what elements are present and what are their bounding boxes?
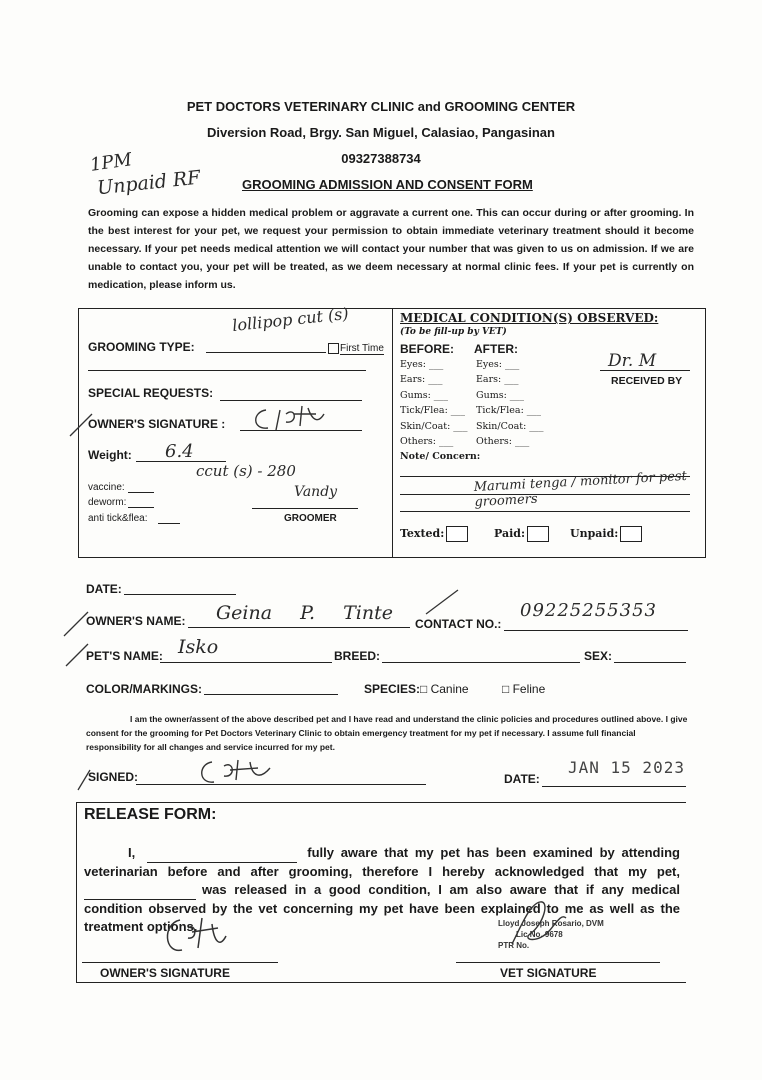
medical-title: MEDICAL CONDITION(S) OBSERVED: — [400, 311, 659, 325]
handwritten-note: ccut (s) - 280 — [196, 462, 296, 480]
species-canine[interactable]: □ Canine — [420, 682, 469, 696]
handwritten-unpaid: Unpaid RF — [96, 166, 202, 200]
color-label: COLOR/MARKINGS: — [86, 682, 202, 696]
breed-label: BREED: — [334, 649, 381, 663]
medical-subtitle: (To be fill-up by VET) — [400, 327, 507, 337]
release-owner-signature-scribble — [158, 914, 228, 964]
grooming-type-label: GROOMING TYPE: — [88, 340, 195, 354]
signed-check — [76, 768, 92, 792]
weight-value: 6.4 — [165, 441, 194, 462]
unpaid-label: Unpaid: — [570, 527, 619, 540]
grooming-type-line-2 — [88, 370, 366, 371]
contact-value: 09225255353 — [520, 600, 657, 621]
groomer-name: Vandy — [294, 484, 338, 500]
vet-stamp-name: Lloyd Joseph Rosario, DVM — [498, 919, 604, 928]
after-label: AFTER: — [474, 342, 518, 356]
release-text-2: fully aware that my pet has been examined by attending veterinarian before and after grooming, therefore I hereby acknowledged that my pet, — [84, 845, 680, 879]
clinic-phone: 09327388734 — [341, 151, 421, 166]
vet-sig-label: VET SIGNATURE — [500, 966, 597, 980]
owner-name-label: OWNER'S NAME: — [86, 614, 186, 628]
contact-check — [424, 586, 460, 616]
contact-line[interactable] — [504, 630, 688, 631]
form-title: GROOMING ADMISSION AND CONSENT FORM — [242, 177, 533, 192]
clinic-address: Diversion Road, Brgy. San Miguel, Calasiao, Pangasinan — [207, 125, 555, 140]
species-label: SPECIES: — [364, 682, 421, 696]
grooming-type-value: lollipop cut (s) — [231, 303, 350, 336]
owner-sig-label: OWNER'S SIGNATURE — [100, 966, 230, 980]
after-ears: Ears: ___ — [476, 374, 519, 385]
breed-line[interactable] — [382, 662, 580, 663]
vaccine-line[interactable] — [128, 492, 154, 493]
texted-label: Texted: — [400, 527, 445, 540]
pet-name-check — [64, 640, 90, 668]
texted-checkbox[interactable] — [446, 526, 468, 542]
first-time-label: First Time — [340, 343, 384, 354]
sex-label: SEX: — [584, 649, 613, 663]
texted-field — [400, 526, 468, 542]
vet-stamp-ptr: PTR No. — [498, 941, 530, 950]
signed-label: SIGNED: — [88, 770, 139, 784]
date2-label: DATE: — [504, 772, 540, 786]
special-requests-label: SPECIAL REQUESTS: — [88, 386, 214, 400]
owner-name-value: Geina P. Tinte — [216, 602, 393, 624]
clinic-name: PET DOCTORS VETERINARY CLINIC and GROOMING CENTER — [186, 99, 576, 114]
received-by-label: RECEIVED BY — [611, 375, 683, 387]
before-label: BEFORE: — [400, 342, 454, 356]
release-text-1: I, — [128, 845, 136, 860]
after-eyes: Eyes: ___ — [476, 359, 520, 370]
vet-sig-line[interactable] — [456, 962, 660, 963]
groomer-line[interactable] — [252, 508, 358, 509]
signed-signature-scribble — [194, 756, 278, 788]
date-label: DATE: — [86, 582, 122, 596]
antitick-label: anti tick&flea: — [88, 513, 148, 524]
before-eyes: Eyes: ___ — [400, 359, 444, 370]
owner-sig-line[interactable] — [82, 962, 278, 963]
after-others: Others: ___ — [476, 436, 530, 447]
before-skincoat: Skin/Coat: ___ — [400, 421, 468, 432]
after-tickflea: Tick/Flea: ___ — [476, 405, 542, 416]
release-text-3: was released in a good condition, I am also aware that if any medical condition observed by the vet concerning my pet have been explained to me as well as the treatment options. — [84, 882, 680, 934]
deworm-label: deworm: — [88, 497, 127, 508]
box-divider — [392, 308, 393, 558]
after-skincoat: Skin/Coat: ___ — [476, 421, 544, 432]
consent-paragraph: I am the owner/assent of the above described pet and I have read and understand the clinic policies and procedures outlined above. I give consent for the grooming for Pet Doctors Veterinary Clinic to obtain emergency treatment for my pet if necessary. I assume full financial responsibility for all changes and service incurred for my pet. — [86, 714, 688, 752]
vaccine-label: vaccine: — [88, 482, 125, 493]
pet-name-line[interactable] — [160, 662, 332, 663]
date-line[interactable] — [124, 594, 236, 595]
received-by-line[interactable] — [600, 370, 690, 371]
color-line[interactable] — [204, 694, 338, 695]
unpaid-field — [570, 526, 642, 542]
date2-line[interactable] — [542, 786, 686, 787]
received-by-value: Dr. M — [608, 351, 657, 371]
deworm-line[interactable] — [128, 507, 154, 508]
grooming-type-line[interactable] — [206, 352, 326, 353]
before-ears: Ears: ___ — [400, 374, 443, 385]
owner-name-check — [62, 608, 90, 638]
after-gums: Gums: ___ — [476, 390, 525, 401]
before-gums: Gums: ___ — [400, 390, 449, 401]
check-mark — [68, 410, 96, 440]
before-others: Others: ___ — [400, 436, 454, 447]
paid-checkbox[interactable] — [527, 526, 549, 542]
unpaid-checkbox[interactable] — [620, 526, 642, 542]
note-value: Marumi tenga / monitor for pest groomers — [473, 468, 688, 510]
release-pet-line[interactable] — [84, 881, 196, 900]
weight-label: Weight: — [88, 448, 132, 462]
species-feline[interactable]: □ Feline — [502, 682, 546, 696]
before-tickflea: Tick/Flea: ___ — [400, 405, 466, 416]
vet-stamp-lic: Lic No. 9678 — [516, 930, 563, 939]
paid-field — [494, 526, 549, 542]
sex-line[interactable] — [614, 662, 686, 663]
date-stamp: JAN 15 2023 — [568, 758, 685, 777]
release-owner-line[interactable] — [147, 844, 297, 863]
pet-name-value: Isko — [178, 636, 219, 658]
intro-paragraph: Grooming can expose a hidden medical problem or aggravate a current one. This can occur during or after grooming. In the best interest for your pet, we request your permission to obtain immediate veterinary treatment should it become necessary. If your pet needs medical attention we will contact your number that was given to us on admission. If we are unable to contact you, your pet will be treated, as we deem necessary at normal clinic fees. If your pet is currently on medication, please inform us. — [88, 207, 694, 291]
owner-signature-label: OWNER'S SIGNATURE : — [88, 417, 226, 431]
note-line-3[interactable] — [400, 511, 690, 512]
signed-line[interactable] — [136, 784, 426, 785]
pet-name-label: PET'S NAME: — [86, 649, 163, 663]
paid-label: Paid: — [494, 527, 526, 540]
first-time-checkbox[interactable] — [328, 343, 339, 354]
release-title: RELEASE FORM: — [84, 806, 217, 823]
contact-label: CONTACT NO.: — [415, 617, 502, 631]
owner-name-line[interactable] — [188, 627, 410, 628]
antitick-line[interactable] — [158, 523, 180, 524]
release-bottom-line — [76, 982, 686, 983]
owner-signature-scribble — [246, 400, 336, 434]
handwritten-time: 1PM — [88, 149, 134, 176]
vet-signature-scribble — [500, 894, 570, 958]
note-label: Note/ Concern: — [400, 451, 481, 462]
groomer-label: GROOMER — [284, 513, 337, 524]
